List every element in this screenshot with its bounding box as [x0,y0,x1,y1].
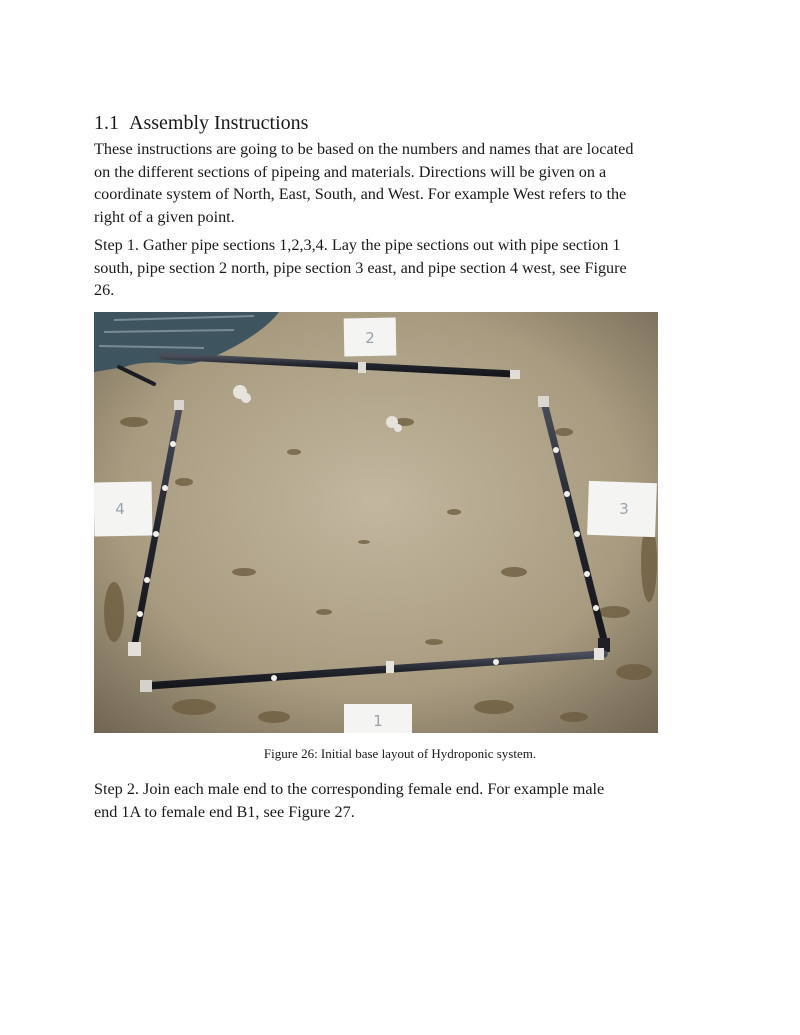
section-heading [94,111,308,135]
pipe-elbow [510,370,520,379]
section-title: Assembly Instructions [129,112,309,134]
card-east-label: 3 [619,500,629,518]
figure-caption: Figure 26: Initial base layout of Hydroponic system. [263,746,537,761]
step1-line: 26. [94,281,115,299]
step2-line: Step 2. Join each male end to the corresponding female end. For example male [94,780,605,798]
card-west-label: 4 [115,500,125,518]
card-west [94,481,152,536]
intro-line: right of a given point. [94,207,235,226]
intro-line: on the different sections of pipeing and materials. Directions will be given on a [94,162,607,181]
intro-line: coordinate system of North, East, South, and West. For example West refers to the [94,185,627,203]
card-north-label: 2 [365,329,375,347]
card-south-label: 1 [373,712,383,730]
card-north [344,318,397,357]
step1-paragraph [94,234,724,302]
pipe-layout-photo [94,312,658,733]
step2-line: end 1A to female end B1, see Figure 27. [94,802,355,821]
pipe-elbow [140,680,152,692]
pipe-elbow [174,400,184,410]
step2-paragraph [94,778,724,823]
section-number: 1.1 [94,112,119,134]
pipe-joint [594,648,604,660]
step1-line: south, pipe section 2 north, pipe section 3 east, and pipe section 4 west, see Figure [94,258,627,277]
pipe-elbow [538,396,549,407]
step1-line: Step 1. Gather pipe sections 1,2,3,4. Lay the pipe sections out with pipe section 1 [94,236,621,254]
card-east [587,481,657,537]
intro-paragraph [94,138,724,228]
card-south [344,704,412,733]
pipe-elbow [128,642,141,656]
pipe-joint [386,661,394,673]
pipe-joint [358,362,366,373]
figure-26-photo [94,312,658,733]
intro-line: These instructions are going to be based on the numbers and names that are located [94,140,634,158]
